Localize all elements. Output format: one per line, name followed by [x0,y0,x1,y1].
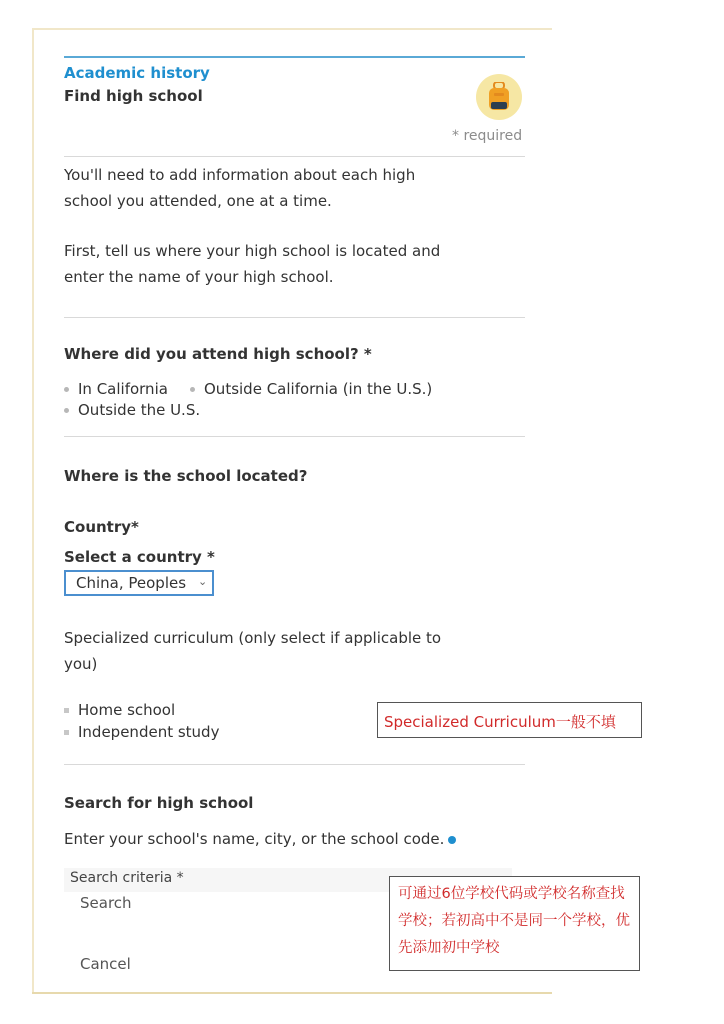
search-button[interactable]: Search [80,894,132,912]
checkbox-home-school[interactable] [64,701,175,719]
page-title: Find high school [64,87,203,105]
page-frame-bottom [32,992,552,994]
select-country-label: Select a country * [64,548,215,566]
section-title: Academic history [64,64,210,82]
divider [64,436,525,437]
radio-outside-us[interactable] [64,401,200,419]
intro-text-1: You'll need to add information about each high school you attended, one at a time. [64,166,416,210]
radio-label: Outside the U.S. [78,401,201,419]
curriculum-question: Specialized curriculum (only select if applicable to you) [64,629,442,673]
cancel-button[interactable]: Cancel [80,955,131,973]
checkbox[interactable] [64,708,69,713]
annotation-curriculum-note: Specialized Curriculum一般不填 [377,702,642,738]
radio-outside-california[interactable] [190,380,432,398]
radio-button[interactable] [64,387,69,392]
checkbox-independent-study[interactable] [64,723,219,741]
page-frame-left [32,28,34,994]
search-title: Search for high school [64,794,254,812]
intro-text-2: First, tell us where your high school is located and enter the name of your high school. [64,242,441,286]
divider [64,764,525,765]
page-frame-top [32,28,552,30]
radio-in-california[interactable] [64,380,168,398]
radio-button[interactable] [190,387,195,392]
search-instruction [64,830,456,848]
find-high-school-panel [64,56,525,986]
radio-button[interactable] [64,408,69,413]
selected-country: China, Peoples [76,574,187,592]
radio-label: In California [78,380,168,398]
country-label: Country* [64,518,139,536]
divider [64,156,525,157]
required-note: * required [452,128,523,144]
attend-question: Where did you attend high school? * [64,345,372,363]
country-select[interactable] [64,570,214,596]
info-icon[interactable] [448,836,456,844]
annotation-search-note: 可通过6位学校代码或学校名称查找学校；若初高中不是同一个学校，优先添加初中学校 [389,876,640,971]
checkbox-label: Independent study [78,723,220,741]
checkbox[interactable] [64,730,69,735]
search-instruction-text: Enter your school's name, city, or the school code. [64,830,445,848]
chevron-down-icon: ⌄ [198,575,208,588]
backpack-icon [476,74,522,120]
radio-label: Outside California (in the U.S.) [204,380,433,398]
divider [64,317,525,318]
checkbox-label: Home school [78,701,176,719]
search-criteria-label: Search criteria * [70,870,184,886]
location-question: Where is the school located? [64,467,308,485]
header-rule [64,56,525,58]
